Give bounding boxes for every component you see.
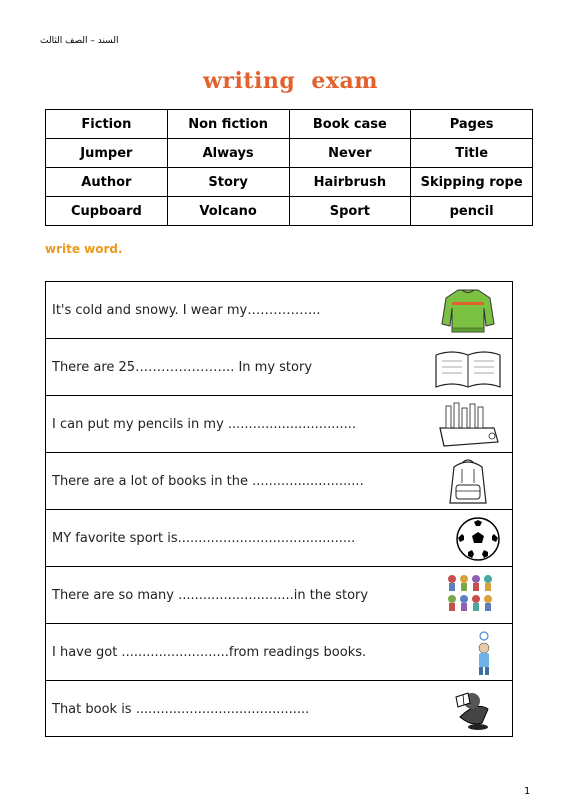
page-number: 1 (524, 786, 531, 797)
question-row (46, 624, 512, 681)
table-row (46, 197, 533, 226)
reading-person-icon (432, 683, 504, 735)
question-row (46, 282, 512, 339)
table-cell: Fiction (46, 110, 168, 139)
question-row (46, 339, 512, 396)
table-row (46, 139, 533, 168)
table-cell: Skipping rope (411, 168, 533, 197)
table-cell: Pages (411, 110, 533, 139)
table-cell: Cupboard (46, 197, 168, 226)
soccer-ball-icon (432, 512, 504, 564)
question-text: I can put my pencils in my ............................... (52, 417, 357, 432)
section-subtitle: write word. (45, 242, 123, 256)
pencil-case-icon (432, 398, 504, 450)
page-title: writing exam (202, 68, 379, 94)
table-cell: Book case (289, 110, 411, 139)
question-text: I have got ..........................from readings books. (52, 645, 367, 660)
question-row (46, 453, 512, 510)
table-cell: Story (167, 168, 289, 197)
question-row (46, 681, 512, 738)
table-row (46, 110, 533, 139)
question-text: There are a lot of books in the ........................... (52, 474, 364, 489)
question-text: There are so many ............................in the story (52, 588, 369, 603)
question-text: There are 25………………….. In my story (52, 360, 313, 375)
table-cell: Hairbrush (289, 168, 411, 197)
question-row (46, 510, 512, 567)
table-cell: Title (411, 139, 533, 168)
word-bank-table (45, 109, 533, 226)
header-arabic-note: السند – الصف الثالث (40, 36, 119, 46)
sweater-icon (432, 284, 504, 336)
idea-person-icon (432, 626, 504, 678)
question-text: MY favorite sport is........................................... (52, 531, 356, 546)
table-cell: Sport (289, 197, 411, 226)
table-cell: Volcano (167, 197, 289, 226)
question-row (46, 567, 512, 624)
questions-box (45, 281, 513, 737)
table-cell: Never (289, 139, 411, 168)
characters-icon (432, 569, 504, 621)
table-row (46, 168, 533, 197)
table-cell: Non fiction (167, 110, 289, 139)
table-cell: Author (46, 168, 168, 197)
question-text: That book is .......................................... (52, 702, 310, 717)
table-cell: Always (167, 139, 289, 168)
question-row (46, 396, 512, 453)
table-cell: Jumper (46, 139, 168, 168)
table-cell: pencil (411, 197, 533, 226)
backpack-icon (432, 455, 504, 507)
question-text: It's cold and snowy. I wear my…………….. (52, 303, 321, 318)
open-book-icon (432, 341, 504, 393)
